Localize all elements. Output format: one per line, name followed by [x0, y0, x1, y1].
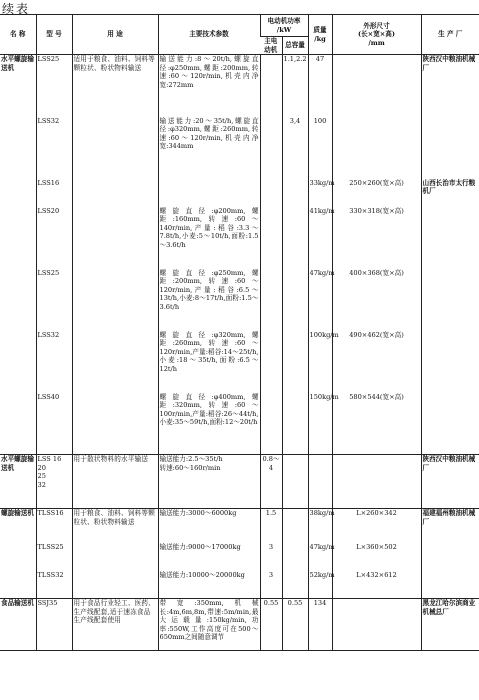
- row-main-motor: [260, 179, 282, 207]
- header-mass: 质量 /kg: [308, 15, 332, 55]
- row-main-motor: 0.55: [260, 599, 282, 651]
- row-dims: L×432×612: [332, 571, 421, 599]
- row-usage: 用于散状物料的水平输送: [72, 455, 158, 509]
- row-main-motor: [260, 55, 282, 117]
- row-dims: 400×368(宽×高): [332, 269, 421, 331]
- row-model: LSS25: [36, 269, 72, 331]
- row-total-capacity: [282, 455, 308, 509]
- continued-label: 续表: [2, 2, 31, 16]
- row-usage: 用于食品行业轻工、医药、生产线配套,适于速冻食品生产线配套使用: [72, 599, 158, 651]
- row-model: LSS32: [36, 331, 72, 393]
- row-main-motor: [260, 207, 282, 269]
- row-total-capacity: [282, 543, 308, 571]
- row-total-capacity: [282, 331, 308, 393]
- row-mass: 100kg/m: [308, 331, 332, 393]
- row-model: TLSS32: [36, 571, 72, 599]
- row-main-motor: [260, 117, 282, 179]
- row-total-capacity: 3,4: [282, 117, 308, 179]
- row-model: LSS40: [36, 393, 72, 455]
- header-model: 型 号: [36, 15, 72, 55]
- row-name: [0, 207, 36, 269]
- row-main-motor: 3: [260, 571, 282, 599]
- row-maker: [421, 393, 479, 455]
- row-dims: [332, 117, 421, 179]
- row-model: TLSS25: [36, 543, 72, 571]
- row-maker: 山西长治市太行粮机厂: [421, 179, 479, 207]
- row-model: LSS25: [36, 55, 72, 117]
- row-total-capacity: 1.1,2.2: [282, 55, 308, 117]
- row-usage: [72, 207, 158, 269]
- row-model: LSS 16 20 25 32: [36, 455, 72, 509]
- row-total-capacity: [282, 509, 308, 543]
- row-params: 带宽:350mm,机械长:4m,6m,8m,带速:5m/min,最大运载量:150kg/min,功率:550W,工作高度可在500～650mm之间随意调节: [158, 599, 260, 651]
- row-name: [0, 269, 36, 331]
- row-mass: 33kg/m: [308, 179, 332, 207]
- row-mass: 47kg/m: [308, 269, 332, 331]
- row-usage: [72, 543, 158, 571]
- row-dims: [332, 455, 421, 509]
- row-maker: 黑龙江哈尔滨商业机械总厂: [421, 599, 479, 651]
- row-maker: [421, 571, 479, 599]
- row-params: 输送能力:8～20t/h,螺旋直径:φ250mm,螺距:200mm,转速:60～120r/min,机壳内净宽:272mm: [158, 55, 260, 117]
- header-maker: 生 产 厂: [421, 15, 479, 55]
- row-maker: [421, 331, 479, 393]
- row-params: 螺旋直径:φ250mm,螺距:200mm,转速:60～120r/min,产量:稻谷:6.5～13t/h,小麦:8～17t/h,面粉:1.5～3.6t/h: [158, 269, 260, 331]
- row-usage: 适用于粮食、油料、饲料等颗粒状、粉状物料输送: [72, 55, 158, 117]
- row-maker: 陕西汉中粮油机械厂: [421, 55, 479, 117]
- row-dims: [332, 599, 421, 651]
- row-maker: [421, 117, 479, 179]
- row-dims: 490×462(宽×高): [332, 331, 421, 393]
- row-params: 输送能力:3000～6000kg: [158, 509, 260, 543]
- row-maker: 陕西汉中粮油机械厂: [421, 455, 479, 509]
- row-maker: 福建福州粮油机械厂: [421, 509, 479, 543]
- row-mass: 47kg/m: [308, 543, 332, 571]
- row-dims: 330×318(宽×高): [332, 207, 421, 269]
- row-usage: [72, 179, 158, 207]
- row-maker: [421, 543, 479, 571]
- row-usage: [72, 331, 158, 393]
- row-model: LSS32: [36, 117, 72, 179]
- row-params: 螺旋直径:φ320mm,螺距:260mm,转速:60～120r/min,产量:稻谷:14～25t/h,小麦:18～35t/h,面粉:6.5～12t/h: [158, 331, 260, 393]
- header-total-capacity: 总容量: [282, 37, 308, 55]
- row-name: [0, 393, 36, 455]
- row-mass: 134: [308, 599, 332, 651]
- row-model: TLSS16: [36, 509, 72, 543]
- header-power: 电动机功率 /kW: [260, 15, 308, 37]
- row-params: 输送能力:2.5～35t/h 转速:60～160r/min: [158, 455, 260, 509]
- row-dims: 580×544(宽×高): [332, 393, 421, 455]
- row-main-motor: [260, 393, 282, 455]
- row-total-capacity: [282, 571, 308, 599]
- row-params: 输送能力:9000～17000kg: [158, 543, 260, 571]
- row-dims: [332, 55, 421, 117]
- header-main-motor: 主电动机: [260, 37, 282, 55]
- row-mass: 100: [308, 117, 332, 179]
- header-name: 名 称: [0, 15, 36, 55]
- row-params: 输送能力:20～35t/h,螺旋直径:φ320mm,螺距:260mm,转速:60～120r/min,机壳内净宽:344mm: [158, 117, 260, 179]
- row-params: 输送能力:10000～20000kg: [158, 571, 260, 599]
- row-name: [0, 571, 36, 599]
- row-model: LSS20: [36, 207, 72, 269]
- row-name: 水平螺旋输送机: [1, 55, 34, 72]
- row-dims: 250×260(宽×高): [332, 179, 421, 207]
- row-name: [0, 331, 36, 393]
- row-params: [158, 179, 260, 207]
- row-dims: L×260×342: [332, 509, 421, 543]
- row-mass: 38kg/m: [308, 509, 332, 543]
- row-total-capacity: 0.55: [282, 599, 308, 651]
- row-usage: [72, 393, 158, 455]
- row-params: 螺旋直径:φ400mm,螺距:320mm,转速:60～100r/min,产量:稻谷:26～44t/h,小麦:35～59t/h,面粉:12～20t/h: [158, 393, 260, 455]
- row-params: 螺旋直径:φ200mm,螺距:160mm,转速:60～140r/min,产量:稻谷:3.3～7.8t/h,小麦:5～10t/h,面粉:1.5～3.6t/h: [158, 207, 260, 269]
- row-model: LSS16: [36, 179, 72, 207]
- row-usage: [72, 117, 158, 179]
- row-dims: L×360×502: [332, 543, 421, 571]
- header-usage: 用 途: [72, 15, 158, 55]
- row-mass: 41kg/m: [308, 207, 332, 269]
- row-name: [0, 179, 36, 207]
- spec-table: [0, 14, 479, 651]
- row-usage: 用于粮食、油料、饲料等颗粒状、粉状物料输送: [72, 509, 158, 543]
- row-usage: [72, 571, 158, 599]
- row-total-capacity: [282, 179, 308, 207]
- row-name: 螺旋输送机: [1, 509, 34, 517]
- row-total-capacity: [282, 393, 308, 455]
- row-usage: [72, 269, 158, 331]
- row-name: 食品输送机: [0, 599, 36, 651]
- row-model: SSJ35: [36, 599, 72, 651]
- row-main-motor: 0.8～4: [260, 455, 282, 509]
- row-maker: [421, 207, 479, 269]
- row-name: 水平螺旋输送机: [0, 455, 36, 509]
- header-dims: 外形尺寸 (长×宽×高) /mm: [332, 15, 421, 55]
- row-mass: 47: [308, 55, 332, 117]
- row-mass: [308, 455, 332, 509]
- header-params: 主要技术参数: [158, 15, 260, 55]
- row-mass: 52kg/m: [308, 571, 332, 599]
- row-main-motor: [260, 269, 282, 331]
- row-name: [0, 117, 36, 179]
- row-main-motor: 3: [260, 543, 282, 571]
- row-name: [0, 543, 36, 571]
- row-maker: [421, 269, 479, 331]
- row-main-motor: 1.5: [260, 509, 282, 543]
- row-mass: 150kg/m: [308, 393, 332, 455]
- row-total-capacity: [282, 207, 308, 269]
- row-main-motor: [260, 331, 282, 393]
- row-total-capacity: [282, 269, 308, 331]
